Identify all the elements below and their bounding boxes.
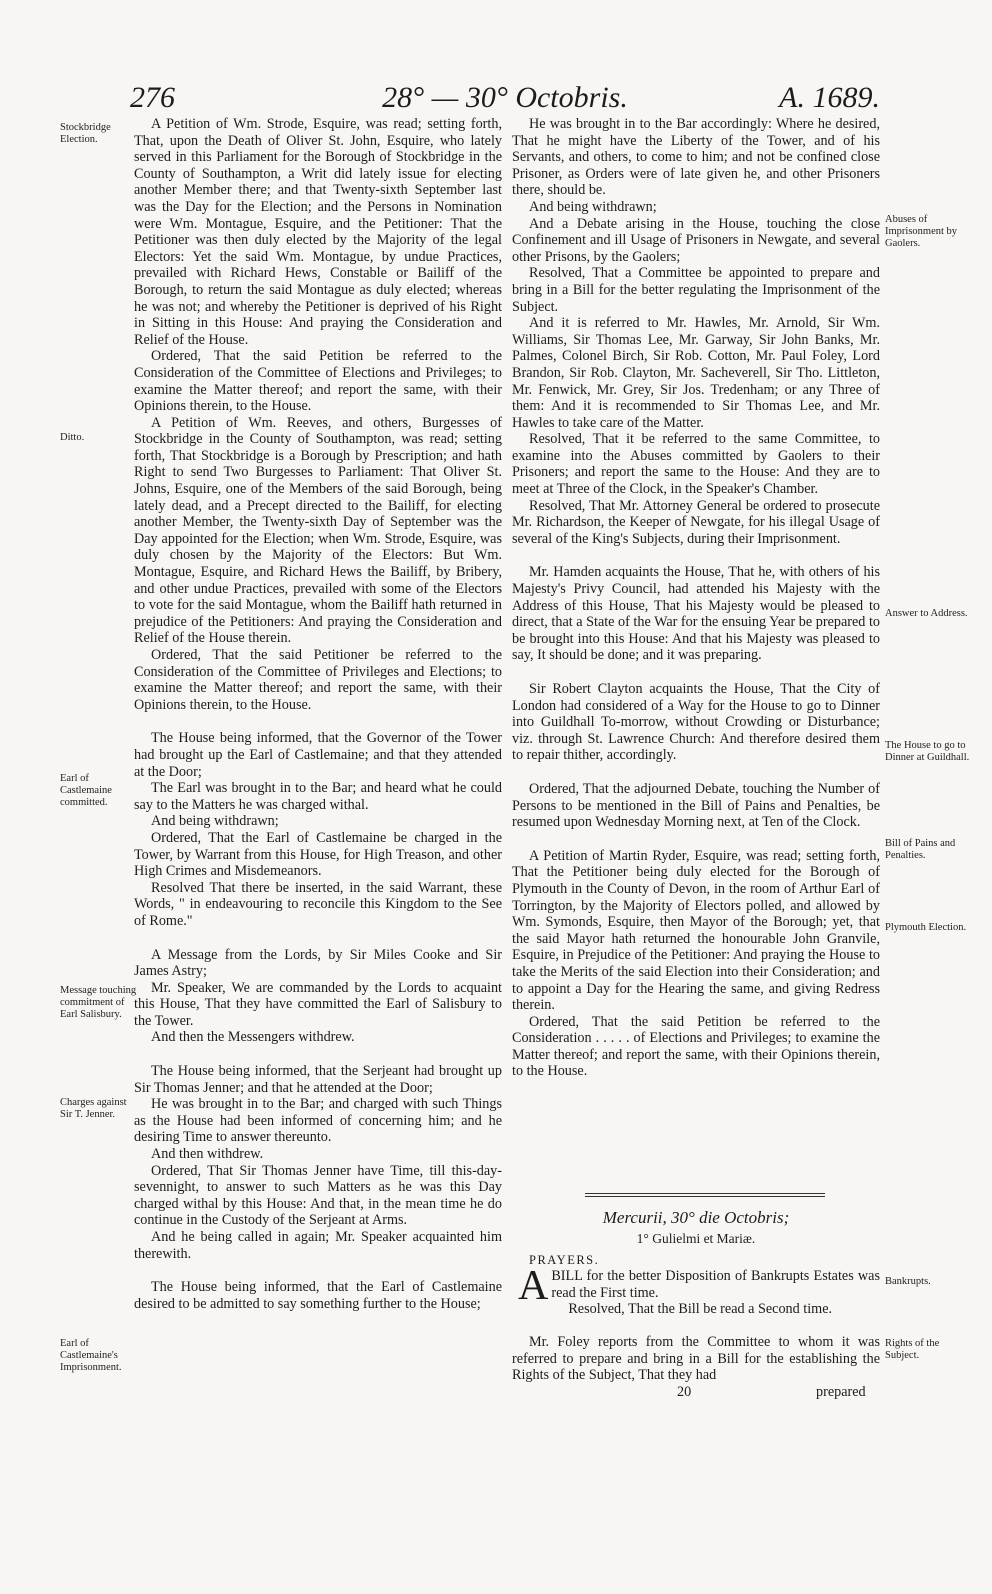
page-number: 276: [130, 81, 175, 114]
signature-mark: 20: [677, 1384, 692, 1400]
foley-entry: [512, 1334, 880, 1384]
paragraph: A Petition of Wm. Strode, Esquire, was read; setting forth, That, upon the Death of Oliver St. John, Esquire, who lately served in this Parliament for the Borough of Stockbridge in the County of Southampton, a Writ did lately issue for electing another Member there; and that Twenty-sixth September last was the Day for the Election; and the Persons in Nomination were Wm. Montague, Esquire, and the Petitioner: That the Petitioner was then duly elected by the Majority of the legal Electors: Yet the said Wm. Montague, by undue Practices, prevailed with Richard Hews, Constable or Bailiff of the Borough, to return the said Montague as duly elected; whereas he was not; and whereby the Petitioner is deprived of his Right in Sitting in this House: And praying the Consideration and Relief of the House.: [134, 116, 502, 348]
paragraph: And it is referred to Mr. Hawles, Mr. Arnold, Sir Wm. Williams, Sir Thomas Lee, Mr. Garway, Sir John Banks, Mr. Palmes, Colonel Birch, Sir Rob. Cotton, Mr. Paul Foley, Lord Brandon, Sir Rob. Clayton, Mr. Sacheverell, Sir Tho. Littleton, Mr. Fenwick, Mr. Grey, Sir Jos. Tredenham; or any Three of them: And it is recommended to Sir Thomas Lee, and Mr. Hawles to take care of the Matter.: [512, 315, 880, 431]
paragraph: And then withdrew.: [151, 1146, 264, 1163]
section-rule: [585, 1196, 825, 1197]
paragraph: Mr. Speaker, We are commanded by the Lords to acquaint this House, That they have committed the Earl of Salisbury to the Tower.: [134, 979, 502, 1029]
margin-note-ditto: Ditto.: [60, 432, 85, 443]
paragraph: Resolved That there be inserted, in the said Warrant, these Words, " in endeavouring to reconcile this Kingdom to the See of Rome.": [134, 879, 502, 929]
day-heading: Mercurii, 30° die Octobris;: [602, 1208, 790, 1227]
paragraph: A Message from the Lords, by Sir Miles Cooke and Sir James Astry;: [134, 946, 502, 980]
paragraph: And a Debate arising in the House, touching the close Confinement and ill Usage of Prisoners in Newgate, and several other Prisons, by the Gaolers;: [512, 215, 880, 265]
paragraph: Resolved, That it be referred to the same Committee, to examine into the Abuses committed by Gaolers to their Prisoners; and report the same to the House: And they are to meet at Three of the Clock, in the Speaker's Chamber.: [512, 431, 880, 498]
paragraph: Mr. Foley reports from the Committee to whom it was referred to prepare and bring in a Bill for the establishing the Rights of the Subject, That they had: [512, 1334, 880, 1384]
left-column: [134, 116, 502, 1312]
paragraph: The House being informed, that the Earl of Castlemaine desired to be admitted to say something further to the House;: [134, 1279, 502, 1312]
paragraph: Ordered, That the said Petition be referred to the Consideration of the Committee of Elections and Privileges; to examine the Matter thereof; and report the same, with their Opinions therein, to the House.: [134, 348, 502, 415]
drop-cap: A: [518, 1263, 549, 1309]
paragraph: And he being called in again; Mr. Speaker acquainted him therewith.: [134, 1229, 502, 1262]
regnal-year: 1° Gulielmi et Mariæ.: [636, 1231, 756, 1246]
margin-note-castlemaine-imprisonment: Earl of Castlemaine's Imprisonment.: [60, 1338, 122, 1373]
paragraph: Ordered, That the said Petition be referred to the Consideration . . . . . of Elections and Privileges; to examine the Matter thereof; and report the same, with their Opinions therein, to the House.: [512, 1013, 880, 1080]
section-rule: [585, 1193, 825, 1194]
catchword: prepared: [816, 1384, 866, 1400]
paragraph: He was brought in to the Bar accordingly: Where he desired, That he might have the Liberty of the Tower, and of his Servants, and others, to come to him; and not be confined close Prisoner, as Orders were of late given he, and other Prisoners there, should be.: [512, 116, 880, 199]
margin-note-rights-subject: Rights of the Subject.: [885, 1338, 940, 1361]
margin-note-charges-jenner: Charges against Sir T. Jenner.: [60, 1097, 127, 1120]
page-year: A. 1689.: [779, 81, 880, 114]
paragraph: Sir Robert Clayton acquaints the House, That the City of London had considered of a Way for the House to go to Dinner into Guildhall To-morrow, without Crowding or Disturbance; viz. through St. Lawrence Church: And therefore desired them to repair thither, accordingly.: [512, 681, 880, 764]
paragraph: The House being informed, that the Governor of the Tower had brought up the Earl of Castlemaine; and that they attended at the Door;: [134, 730, 502, 780]
paragraph: And being withdrawn;: [151, 813, 279, 830]
margin-note-castlemaine-committed: Earl of Castlemaine committed.: [60, 773, 112, 808]
margin-note-bankrupts: Bankrupts.: [885, 1276, 931, 1287]
paragraph: Ordered, That the said Petitioner be referred to the Consideration of the Committee of Privileges and Elections; to examine the Matter thereof; and report the same, with their Opinions therein, to the House.: [134, 647, 502, 713]
paragraph: Ordered, That the adjourned Debate, touching the Number of Persons to be mentioned in the Bill of Pains and Penalties, be resumed upon Wednesday Morning next, at Ten of the Clock.: [512, 780, 880, 831]
paragraph: BILL for the better Disposition of Bankrupts Estates was read the First time.: [551, 1268, 880, 1301]
paragraph: Ordered, That the Earl of Castlemaine be charged in the Tower, by Warrant from this House, for High Treason, and other High Crimes and Misdemeanors.: [134, 829, 502, 880]
paragraph: Ordered, That Sir Thomas Jenner have Time, till this-day-sevennight, to answer to such Matters as he was this Day charged withal by this House: And that, in the mean time he do continue in the Custody of the Serjeant at Arms.: [134, 1162, 502, 1229]
paragraph: Resolved, That the Bill be read a Second time.: [568, 1301, 833, 1318]
prayers-heading: PRAYERS.: [529, 1253, 600, 1267]
paragraph: Resolved, That Mr. Attorney General be ordered to prosecute Mr. Richardson, the Keeper of Newgate, for his illegal Usage of several of the King's Subjects, during their Imprisonment.: [512, 497, 880, 547]
paragraph: And being withdrawn;: [529, 198, 657, 215]
paragraph: Mr. Hamden acquaints the House, That he, with others of his Majesty's Privy Council, had attended his Majesty with the Address of this House, That his Majesty would be pleased to direct, that a State of the War for the ensuing Year be prepared to be brought into this House: And that his Majesty was pleased to say, It should be done; and it was preparing.: [512, 564, 880, 664]
right-column: [512, 116, 880, 1080]
margin-note-plymouth: Plymouth Election.: [885, 922, 967, 933]
margin-note-answer-address: Answer to Address.: [885, 608, 968, 619]
paragraph: Resolved, That a Committee be appointed to prepare and bring in a Bill for the better regulating the Imprisonment of the Subject.: [512, 265, 880, 315]
page-dates: 28° — 30° Octobris.: [382, 81, 628, 114]
bankrupts-entry: [512, 1263, 880, 1318]
margin-note-bill-pains: Bill of Pains and Penalties.: [885, 838, 956, 861]
paragraph: He was brought in to the Bar; and charged with such Things as the House had been informed of concerning him; and he desiring Time to answer thereunto.: [134, 1096, 502, 1146]
paragraph: A Petition of Wm. Reeves, and others, Burgesses of Stockbridge in the County of Southampton, was read; setting forth, That Stockbridge is a Borough by Prescription; and hath Right to send Two Burgesses to Parliament: That Oliver St. Johns, Esquire, one of the Members of the said Borough, being lately dead, and a Precept directed to the Bailiff, for electing another Member, the Twenty-sixth Day of September was the Day appointed for the Election; when Wm. Strode, Esquire, was duly chosen by the Majority of the Electors: But Wm. Montague, Esquire, and Richard Hews the Bailiff, by Bribery, and other undue Practices, prevailed with some of the Electors to vote for the said Montague, whom the Bailiff hath returned in prejudice of the Petitioners: And praying the Consideration and Relief of the House therein.: [134, 414, 502, 647]
margin-note-abuses-gaolers: Abuses of Imprisonment by Gaolers.: [885, 214, 958, 249]
margin-note-house-guildhall: The House to go to Dinner at Guildhall.: [885, 740, 970, 763]
paragraph: And then the Messengers withdrew.: [151, 1029, 355, 1046]
margin-note-message-salisbury: Message touching commitment of Earl Salisbury.: [60, 985, 137, 1020]
margin-note-stockbridge: Stockbridge Election.: [60, 122, 111, 145]
paragraph: The Earl was brought in to the Bar; and heard what he could say to the Matters he was charged withal.: [134, 780, 502, 813]
paragraph: The House being informed, that the Serjeant had brought up Sir Thomas Jenner; and that he attended at the Door;: [134, 1063, 502, 1096]
paragraph: A Petition of Martin Ryder, Esquire, was read; setting forth, That the Petitioner being duly elected for the Borough of Plymouth in the County of Devon, in the room of Arthur Earl of Torrington, by the Majority of Electors polled, and allowed by Wm. Symonds, Esquire, then Mayor of the Borough; yet, that the said Mayor hath returned the honourable John Granvile, Esquire, in Prejudice of the Petitioner: And praying the House to take the Merits of the said Election into their Consideration; and to appoint a Day for the Hearing the same, and giving Redress therein.: [512, 847, 880, 1014]
